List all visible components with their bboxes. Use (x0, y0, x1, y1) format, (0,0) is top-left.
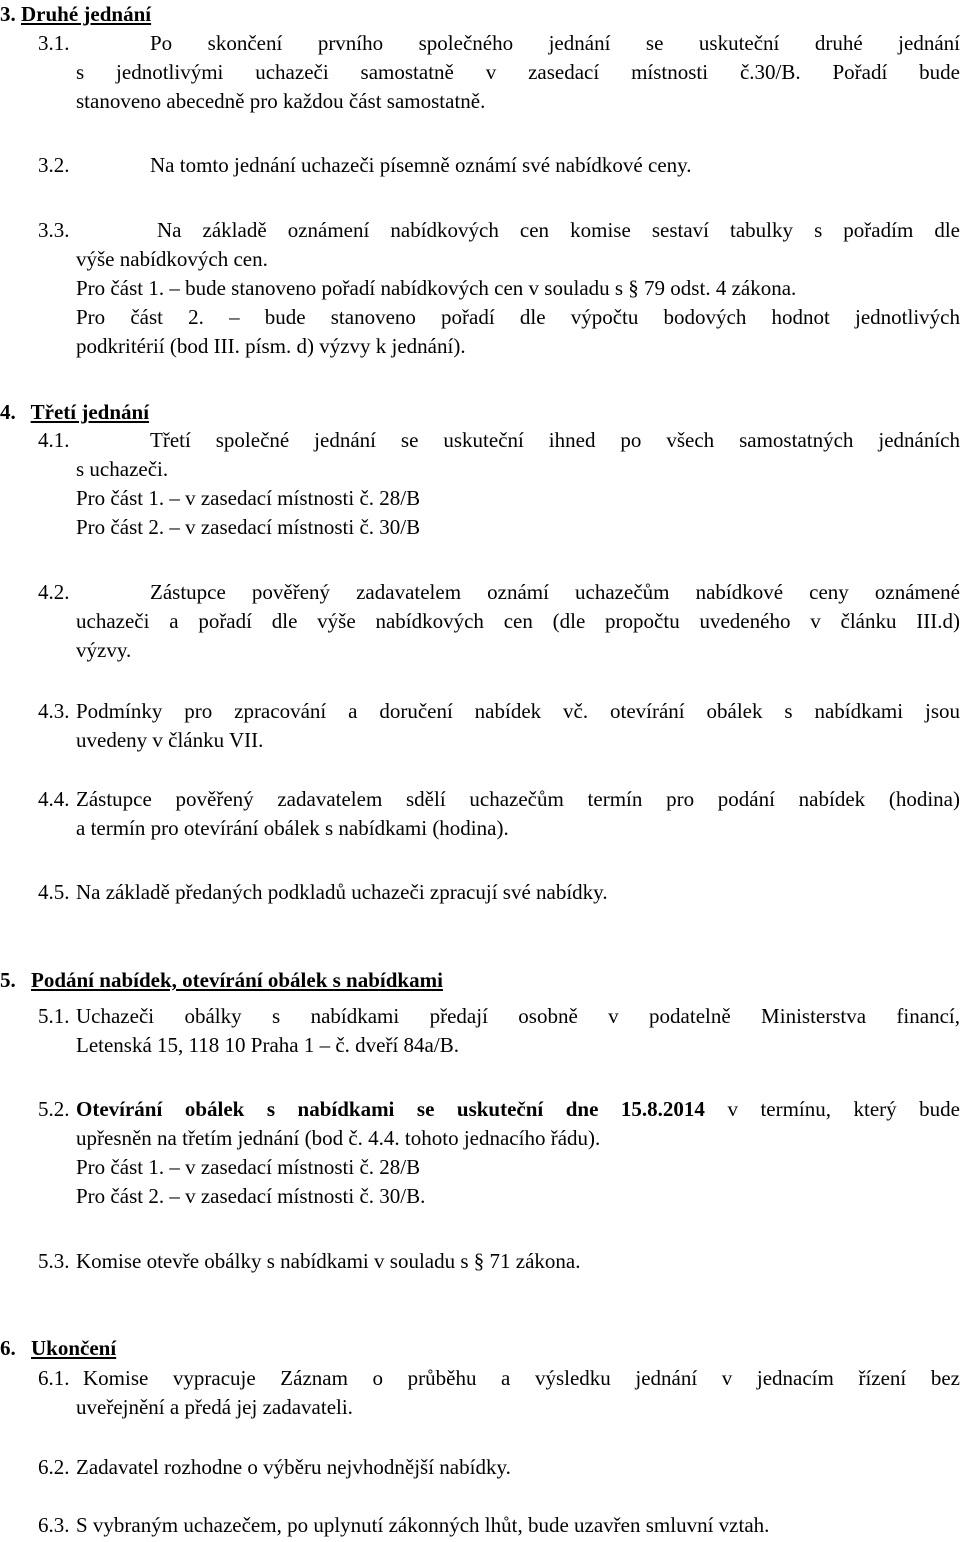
paragraph-number: 4.2. (38, 580, 70, 604)
paragraph-number: 3.1. (38, 31, 70, 55)
paragraph-number: 6.1. (38, 1366, 70, 1390)
section-number: 5. (0, 968, 16, 992)
section-3-heading (0, 0, 960, 29)
paragraph-line-rest: v termínu, který bude (704, 1097, 960, 1121)
paragraph-line: Na tomto jednání uchazeči písemně oznámí své nabídkové ceny. (150, 153, 692, 177)
paragraph-line: Pro část 1. – v zasedací místnosti č. 28/B (76, 1155, 421, 1179)
paragraph-line: s uchazeči. (76, 457, 169, 481)
paragraph-line: uveřejnění a předá jej zadavateli. (76, 1395, 353, 1419)
paragraph-line: Pro část 2. – v zasedací místnosti č. 30/B. (76, 1184, 426, 1208)
paragraph-line: Zástupce pověřený zadavatelem sdělí uchazečům termín pro podání nabídek (hodina) (76, 787, 960, 811)
paragraph-line: Třetí společné jednání se uskuteční ihned po všech samostatných jednáních (150, 428, 960, 452)
paragraph-number: 5.1. (38, 1004, 70, 1028)
paragraph-number: 3.2. (38, 153, 70, 177)
paragraph-line: Letenská 15, 118 10 Praha 1 – č. dveří 84a/B. (76, 1033, 459, 1057)
paragraph-line: podkritérií (bod III. písm. d) výzvy k jednání). (76, 334, 466, 358)
section-6-heading (0, 1334, 960, 1363)
paragraph-line: Pro část 1. – bude stanoveno pořadí nabídkových cen v souladu s § 79 odst. 4 zákona. (76, 276, 797, 300)
paragraph-line: Pro část 2. – v zasedací místnosti č. 30/B (76, 515, 421, 539)
paragraph-line: Na základě předaných podkladů uchazeči zpracují své nabídky. (76, 880, 608, 904)
section-title: Podání nabídek, otevírání obálek s nabídkami (31, 968, 443, 992)
paragraph-line: výše nabídkových cen. (76, 247, 268, 271)
paragraph-line: S vybraným uchazečem, po uplynutí zákonných lhůt, bude uzavřen smluvní vztah. (76, 1513, 770, 1537)
section-number: 4. (0, 400, 16, 424)
paragraph-number: 4.4. (38, 787, 70, 811)
section-title: Druhé jednání (21, 2, 152, 26)
section-number: 3. (0, 2, 16, 26)
paragraph-line: Pro část 2. – bude stanoveno pořadí dle výpočtu bodových hodnot jednotlivých (76, 305, 960, 329)
paragraph-number: 6.2. (38, 1455, 70, 1479)
paragraph-line: stanoveno abecedně pro každou část samostatně. (76, 89, 486, 113)
paragraph-line: Komise otevře obálky s nabídkami v souladu s § 71 zákona. (76, 1249, 581, 1273)
paragraph-line: Komise vypracuje Záznam o průběhu a výsledku jednání v jednacím řízení bez (83, 1366, 960, 1390)
paragraph-line: uchazeči a pořadí dle výše nabídkových cen (dle propočtu uvedeného v článku III.d) (76, 609, 960, 633)
paragraph-line: uvedeny v článku VII. (76, 728, 264, 752)
paragraph-number: 4.5. (38, 880, 70, 904)
paragraph-number: 3.3. (38, 218, 70, 242)
paragraph-number: 4.1. (38, 428, 70, 452)
paragraph-number: 5.2. (38, 1097, 70, 1121)
paragraph-line: Zástupce pověřený zadavatelem oznámí uchazečům nabídkové ceny oznámené (150, 580, 960, 604)
paragraph-line: upřesněn na třetím jednání (bod č. 4.4. tohoto jednacího řádu). (76, 1126, 601, 1150)
section-4-heading (0, 398, 960, 427)
paragraph-number: 5.3. (38, 1249, 70, 1273)
paragraph-line: výzvy. (76, 638, 132, 662)
paragraph-line: a termín pro otevírání obálek s nabídkami (hodina). (76, 816, 509, 840)
paragraph-line: s jednotlivými uchazeči samostatně v zasedací místnosti č.30/B. Pořadí bude (76, 60, 960, 84)
paragraph-number: 4.3. (38, 699, 70, 723)
section-5-heading (0, 966, 960, 995)
paragraph-line: Zadavatel rozhodne o výběru nejvhodnější nabídky. (76, 1455, 511, 1479)
paragraph-line: Po skončení prvního společného jednání se uskuteční druhé jednání (150, 31, 960, 55)
paragraph-line: Na základě oznámení nabídkových cen komise sestaví tabulky s pořadím dle (157, 218, 960, 242)
paragraph-number: 6.3. (38, 1513, 70, 1537)
section-number: 6. (0, 1336, 16, 1360)
paragraph-line (76, 1095, 960, 1124)
paragraph-line: Uchazeči obálky s nabídkami předají osobně v podatelně Ministerstva financí, (76, 1004, 960, 1028)
section-title: Třetí jednání (30, 400, 150, 424)
opening-date-text: Otevírání obálek s nabídkami se uskuteční dne 15.8.2014 (76, 1097, 705, 1121)
paragraph-line: Pro část 1. – v zasedací místnosti č. 28/B (76, 486, 421, 510)
section-title: Ukončení (31, 1336, 117, 1360)
paragraph-line: Podmínky pro zpracování a doručení nabídek vč. otevírání obálek s nabídkami jsou (76, 699, 960, 723)
